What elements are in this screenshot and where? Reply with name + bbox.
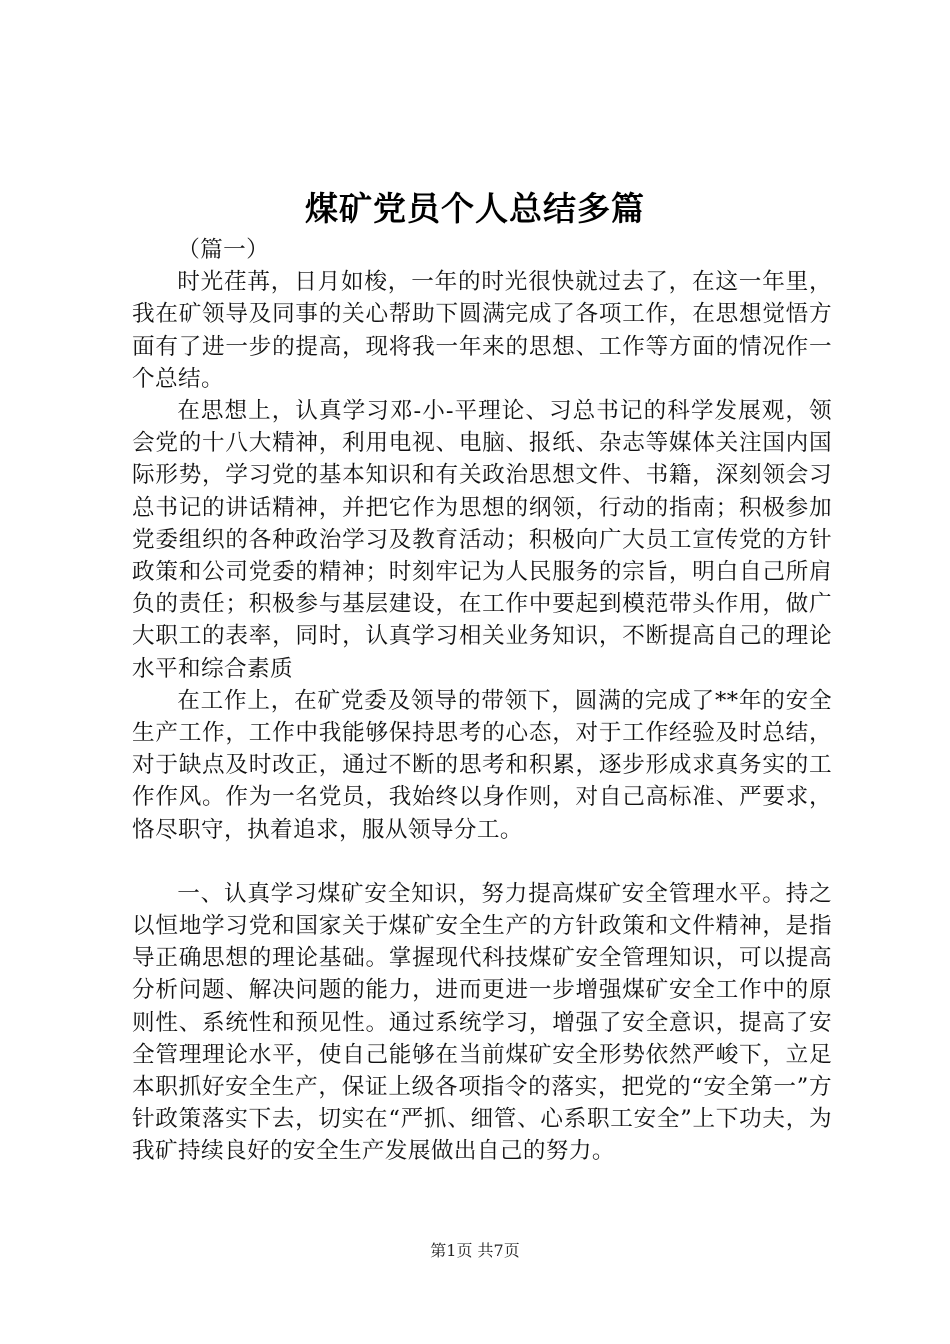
page-footer: 第1页 共7页 [430,1241,520,1260]
section-label: （篇一） [177,237,270,263]
document-title: 煤矿党员个人总结多篇 [305,189,645,228]
paragraph-intro: 时光荏苒，日月如梭，一年的时光很快就过去了，在这一年里，我在矿领导及同事的关心帮助下圆满完成了各项工作，在思想觉悟方面有了进一步的提高，现将我一年来的思想、工作等方面的情况作一个总结。 [132,269,832,392]
document-body [132,234,832,1168]
paragraph-ideology: 在思想上，认真学习邓-小-平理论、习总书记的科学发展观，领会党的十八大精神，利用电视、电脑、报纸、杂志等媒体关注国内国际形势，学习党的基本知识和有关政治思想文件、书籍，深刻领会习总书记的讲话精神，并把它作为思想的纲领，行动的指南；积极参加党委组织的各种政治学习及教育活动；积极向广大员工宣传党的方针政策和公司党委的精神；时刻牢记为人民服务的宗旨，明白自己所肩负的责任；积极参与基层建设，在工作中要起到模范带头作用，做广大职工的表率，同时，认真学习相关业务知识，不断提高自己的理论水平和综合素质 [132,398,832,682]
paragraph-spacer [132,846,832,878]
paragraph-work: 在工作上，在矿党委及领导的带领下，圆满的完成了**年的安全生产工作，工作中我能够保持思考的心态，对于工作经验及时总结，对于缺点及时改正，通过不断的思考和积累，逐步形成求真务实的工作作风。作为一名党员，我始终以身作则，对自己高标准、严要求，恪尽职守，执着追求，服从领导分工。 [132,687,832,843]
paragraph-safety-study: 一、认真学习煤矿安全知识，努力提高煤矿安全管理水平。持之以恒地学习党和国家关于煤矿安全生产的方针政策和文件精神，是指导正确思想的理论基础。掌握现代科技煤矿安全管理知识，可以提高分析问题、解决问题的能力，进而更进一步增强煤矿安全工作中的原则性、系统性和预见性。通过系统学习，增强了安全意识，提高了安全管理理论水平，使自己能够在当前煤矿安全形势依然严峻下，立足本职抓好安全生产，保证上级各项指令的落实，把党的“安全第一”方针政策落实下去，切实在“严抓、细管、心系职工安全”上下功夫，为我矿持续良好的安全生产发展做出自己的努力。 [132,880,832,1165]
